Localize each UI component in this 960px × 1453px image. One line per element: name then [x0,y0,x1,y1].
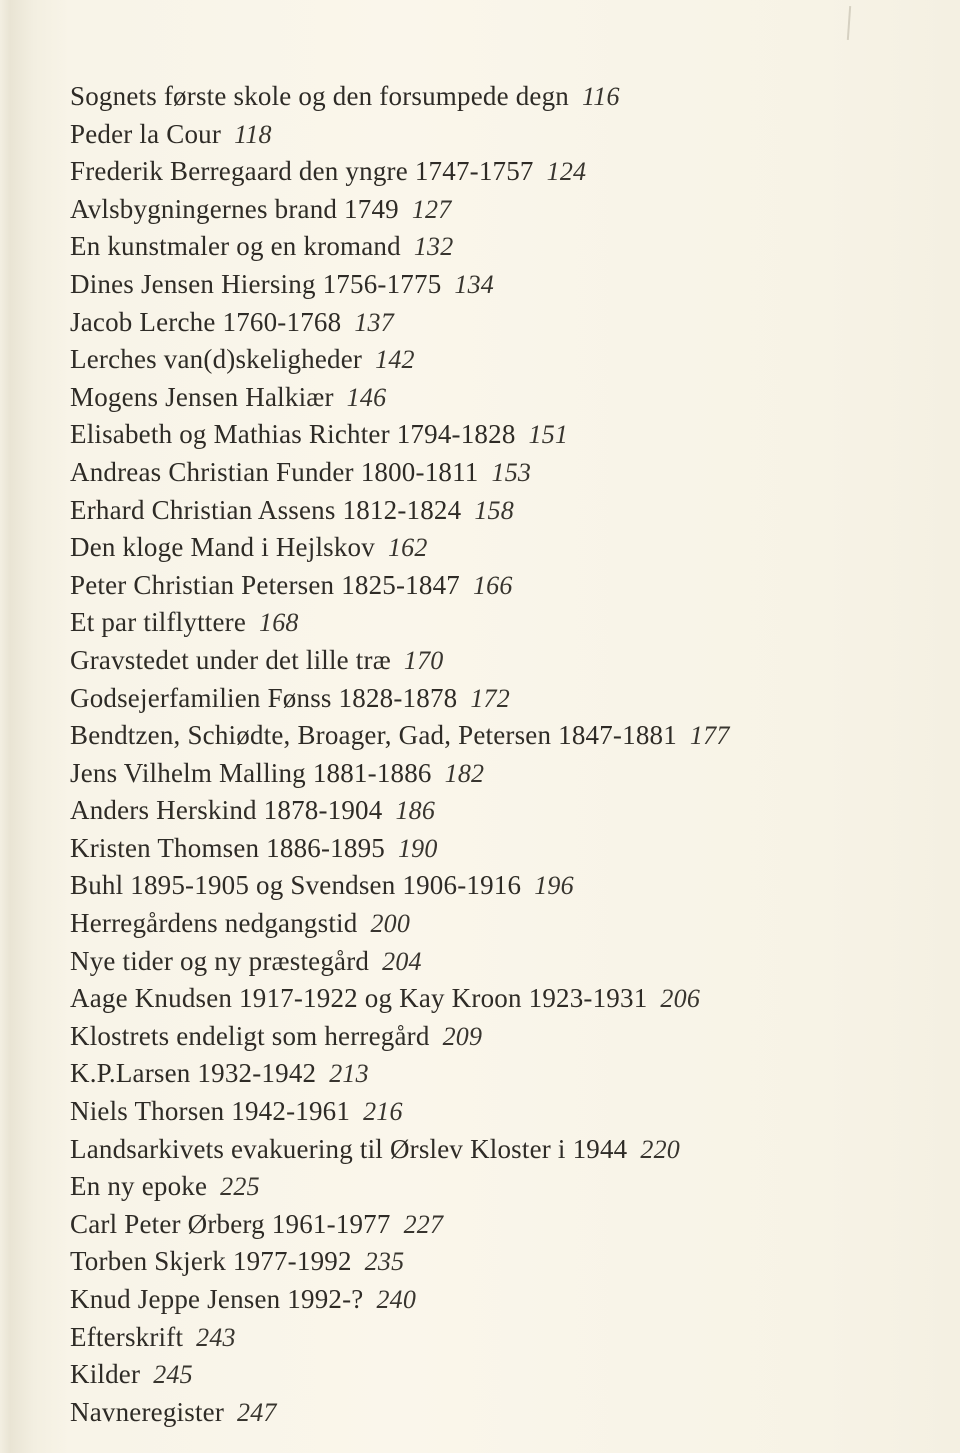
toc-entry-page-number: 158 [474,495,514,525]
toc-entry [70,1131,900,1169]
toc-entry [70,755,900,793]
toc-entry-page-number: 209 [442,1021,483,1051]
toc-entry [70,1055,900,1093]
toc-entry-title: Den kloge Mand i Hejlskov [70,532,375,563]
toc-entry-page-number: 168 [259,608,299,638]
toc-entry-title: Lerches van(d)skeligheder [70,344,363,375]
toc-entry-page-number: 153 [491,457,532,487]
toc-entry-title: Landsarkivets evakuering til Ørslev Kloster i 1944 [70,1133,628,1164]
toc-entry-title: Jacob Lerche 1760-1768 [70,306,342,337]
toc-entry [70,604,900,642]
toc-entry-title: Anders Herskind 1878-1904 [70,795,383,826]
toc-entry-title: Buhl 1895-1905 og Svendsen 1906-1916 [70,870,522,901]
toc-entry-title: Gravstedet under det lille træ [70,644,391,675]
toc-entry [70,492,900,530]
toc-entry [70,1018,900,1056]
toc-list [70,78,900,1431]
toc-entry-page-number: 182 [444,758,485,788]
toc-entry-page-number: 146 [346,382,387,412]
toc-entry-title: Godsejerfamilien Fønss 1828-1878 [70,682,458,713]
toc-entry [70,1093,900,1131]
toc-entry-page-number: 166 [472,570,513,600]
toc-entry [70,116,900,154]
toc-entry-page-number: 243 [196,1322,236,1352]
toc-entry-page-number: 124 [546,157,587,187]
toc-entry-title: Torben Skjerk 1977-1992 [70,1246,352,1277]
toc-entry [70,717,900,755]
toc-entry-page-number: 204 [382,946,422,976]
toc-entry-title: En ny epoke [70,1171,208,1202]
toc-entry-page-number: 220 [640,1134,680,1164]
toc-entry [70,867,900,905]
toc-entry-title: Mogens Jensen Halkiær [70,381,334,412]
toc-entry [70,943,900,981]
toc-entry-page-number: 186 [395,796,436,826]
toc-entry [70,266,900,304]
toc-entry [70,980,900,1018]
toc-entry-page-number: 177 [689,721,730,751]
toc-entry-title: Knud Jeppe Jensen 1992-? [70,1284,364,1314]
toc-entry-page-number: 142 [375,345,415,375]
toc-entry-page-number: 118 [234,119,272,149]
toc-entry [70,1281,900,1319]
toc-entry [70,792,900,830]
toc-entry-page-number: 132 [413,232,454,262]
toc-entry-title: Frederik Berregaard den yngre 1747-1757 [70,156,534,187]
toc-entry [70,1168,900,1206]
toc-entry-page-number: 170 [403,645,444,675]
toc-entry [70,1206,900,1244]
toc-entry-title: Niels Thorsen 1942-1961 [70,1096,351,1127]
toc-entry-title: K.P.Larsen 1932-1942 [70,1058,317,1089]
toc-entry-title: Peder la Cour [70,118,222,149]
toc-entry-page-number: 200 [370,909,411,939]
toc-entry-page-number: 247 [237,1397,277,1427]
toc-entry [70,153,900,191]
toc-entry-title: En kunstmaler og en kromand [70,231,401,262]
toc-entry-page-number: 206 [660,984,701,1014]
toc-entry [70,830,900,868]
toc-entry-title: Peter Christian Petersen 1825-1847 [70,569,460,600]
toc-entry-title: Nye tider og ny præstegård [70,945,370,976]
toc-entry-title: Kilder [70,1359,141,1390]
toc-entry [70,1356,900,1394]
toc-entry-title: Herregårdens nedgangstid [70,908,358,939]
toc-entry-title: Dines Jensen Hiersing 1756-1775 [70,268,442,299]
toc-entry [70,228,900,266]
toc-entry [70,1394,900,1432]
toc-entry-page-number: 196 [534,871,574,901]
toc-entry [70,642,900,680]
toc-entry [70,78,900,116]
toc-entry-title: Carl Peter Ørberg 1961-1977 [70,1208,391,1239]
toc-entry-page-number: 127 [411,194,452,224]
toc-entry-title: Navneregister [70,1396,225,1427]
toc-entry-title: Efterskrift [70,1321,184,1352]
toc-entry-page-number: 116 [582,82,620,111]
toc-entry-page-number: 227 [403,1209,444,1239]
toc-entry [70,1319,900,1357]
toc-entry [70,529,900,567]
toc-entry-title: Et par tilflyttere [70,607,247,638]
toc-entry [70,680,900,718]
toc-entry-title: Avlsbygningernes brand 1749 [70,193,399,224]
toc-entry-title: Jens Vilhelm Malling 1881-1886 [70,757,432,788]
toc-entry-title: Elisabeth og Mathias Richter 1794-1828 [70,419,516,450]
toc-entry [70,379,900,417]
toc-entry-title: Andreas Christian Funder 1800-1811 [70,456,479,487]
toc-entry-title: Erhard Christian Assens 1812-1824 [70,494,462,525]
toc-entry-page-number: 245 [153,1360,193,1390]
toc-entry-page-number: 134 [454,269,495,299]
toc-entry-page-number: 225 [220,1172,260,1202]
toc-entry-title: Klostrets endeligt som herregård [70,1020,430,1051]
toc-entry [70,905,900,943]
toc-entry-title: Sognets første skole og den forsumpede degn [70,81,570,111]
toc-entry-page-number: 137 [354,307,394,337]
scan-artifact [847,6,851,40]
toc-entry-page-number: 162 [387,533,428,563]
toc-entry-page-number: 190 [397,833,438,863]
toc-entry [70,341,900,379]
toc-entry-page-number: 151 [528,420,569,450]
toc-entry-title: Aage Knudsen 1917-1922 og Kay Kroon 1923-1931 [70,983,648,1014]
toc-entry [70,416,900,454]
toc-entry-page-number: 172 [470,683,510,713]
toc-entry [70,454,900,492]
toc-entry-page-number: 213 [329,1059,369,1089]
toc-entry [70,1243,900,1281]
toc-entry-page-number: 240 [376,1285,417,1314]
toc-entry-page-number: 235 [364,1247,405,1277]
toc-entry [70,304,900,342]
toc-entry-page-number: 216 [363,1097,403,1127]
toc-entry [70,567,900,605]
toc-entry [70,191,900,229]
toc-entry-title: Bendtzen, Schiødte, Broager, Gad, Petersen 1847-1881 [70,720,677,751]
toc-entry-title: Kristen Thomsen 1886-1895 [70,832,385,863]
